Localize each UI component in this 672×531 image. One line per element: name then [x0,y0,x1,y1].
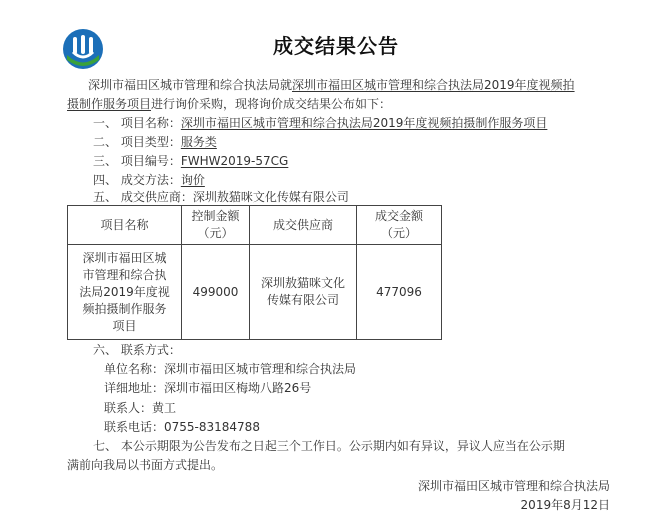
intro-line-1 [88,77,575,93]
intro-project-name-part2: 摄制作服务项目 [67,97,152,111]
contact-heading: 六、 联系方式： [93,343,181,357]
item-label: 四、 成交方法： [93,173,181,187]
item-label: 三、 项目编号： [93,154,181,168]
cell-control-amount: 499000 [182,245,250,340]
item-label: 一、 项目名称： [93,116,181,130]
header-deal-amount [357,206,442,245]
cell-line: 项目 [112,318,137,333]
intro-line-2 [67,96,391,112]
header-unit: （元） [197,226,234,240]
notice-line-2: 满前向我局以书面方式提出。 [67,458,224,472]
cell-line: 传媒有限公司 [266,293,339,307]
table-row [68,245,442,340]
intro-prefix: 深圳市福田区城市管理和综合执法局就 [88,78,293,92]
item-deal-method [93,172,205,188]
cell-line: 频拍摄制作服务 [82,301,167,316]
cell-deal-amount: 477096 [357,245,442,340]
result-table [67,205,442,340]
page-title: 成交结果公告 [273,34,399,58]
cell-line: 市管理和综合执 [82,267,167,282]
item-value: 服务类 [180,135,217,149]
header-project-name: 项目名称 [68,206,182,245]
item-value: 询价 [180,173,205,187]
cell-supplier [250,245,357,340]
contact-address: 详细地址：深圳市福田区梅坳八路26号 [104,381,312,395]
item-value: 深圳敖猫咪文化传媒有限公司 [192,190,349,204]
header-line: 成交金额 [374,209,423,223]
item-value: 深圳市福田区城市管理和综合执法局2019年度视频拍摄制作服务项目 [180,116,548,130]
header-unit: （元） [380,226,417,240]
footer-date: 2019年8月12日 [520,498,610,512]
item-supplier [93,189,349,205]
cell-line: 法局2019年度视 [79,284,170,299]
item-value: FWHW2019-57CG [180,154,289,168]
contact-unit: 单位名称：深圳市福田区城市管理和综合执法局 [104,362,357,376]
item-label: 五、 成交供应商： [93,190,193,204]
item-project-type [93,134,217,150]
header-control-amount [182,206,250,245]
footer-organization: 深圳市福田区城市管理和综合执法局 [417,479,610,493]
notice-line-1: 七、 本公示期限为公告发布之日起三个工作日。公示期内如有异议，异议人应当在公示期 [93,439,565,453]
item-label: 二、 项目类型： [93,135,181,149]
contact-person: 联系人：黄工 [104,401,177,415]
cell-line: 深圳敖猫咪文化 [260,276,345,290]
intro-suffix: 进行询价采购，现将询价成交结果公布如下： [151,97,392,111]
item-project-number [93,153,288,169]
intro-project-name-part1: 深圳市福田区城市管理和综合执法局2019年度视频拍 [292,78,575,92]
header-line: 控制金额 [191,209,240,223]
table-header-row [68,206,442,245]
cell-line: 深圳市福田区城 [82,250,167,265]
item-project-name [93,115,547,131]
cell-project-name [68,245,182,340]
header-supplier: 成交供应商 [250,206,357,245]
contact-phone: 联系电话：0755-83184788 [104,420,260,434]
